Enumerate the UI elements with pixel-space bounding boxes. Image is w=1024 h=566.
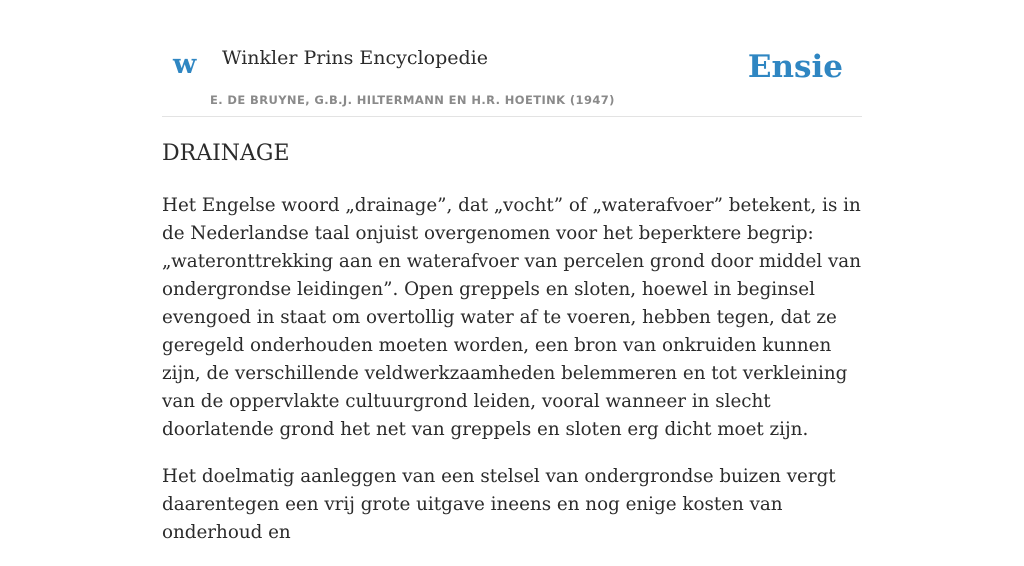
- work-title-link[interactable]: Winkler Prins Encyclopedie: [222, 47, 488, 69]
- entry-paragraph: Het doelmatig aanleggen van een stelsel van ondergrondse buizen vergt daarentegen een vrij grote uitgave ineens en nog enige kosten van onderhoud en: [162, 466, 836, 543]
- entry-body: [162, 192, 862, 566]
- entry-paragraph: Het Engelse woord „drainage”, dat „vocht” of „waterafvoer” betekent, is in de Nederlandse taal onjuist overgenomen voor het beperktere begrip: „wateronttrekking aan en waterafvoer van percelen grond door middel van ondergrondse leidingen”. Open greppels en sloten, hoewel in beginsel evengoed in staat om overtollig water af te voeren, hebben tegen, dat ze geregeld onderhouden moeten worden, een bron van onkruiden kunnen zijn, de verschillende veldwerkzaamheden belemmeren en tot verkleining van de oppervlakte cultuurgrond leiden, vooral wanneer in slecht doorlatende grond het net van greppels en sloten erg dicht moet zijn.: [162, 195, 861, 440]
- work-authors: E. DE BRUYNE, G.B.J. HILTERMANN EN H.R. HOETINK (1947): [210, 93, 615, 107]
- entry-title: DRAINAGE: [162, 141, 290, 166]
- source-header: [162, 38, 862, 117]
- winkler-prins-logo-icon[interactable]: w: [173, 49, 197, 80]
- ensie-brand-logo[interactable]: Ensie: [747, 49, 843, 85]
